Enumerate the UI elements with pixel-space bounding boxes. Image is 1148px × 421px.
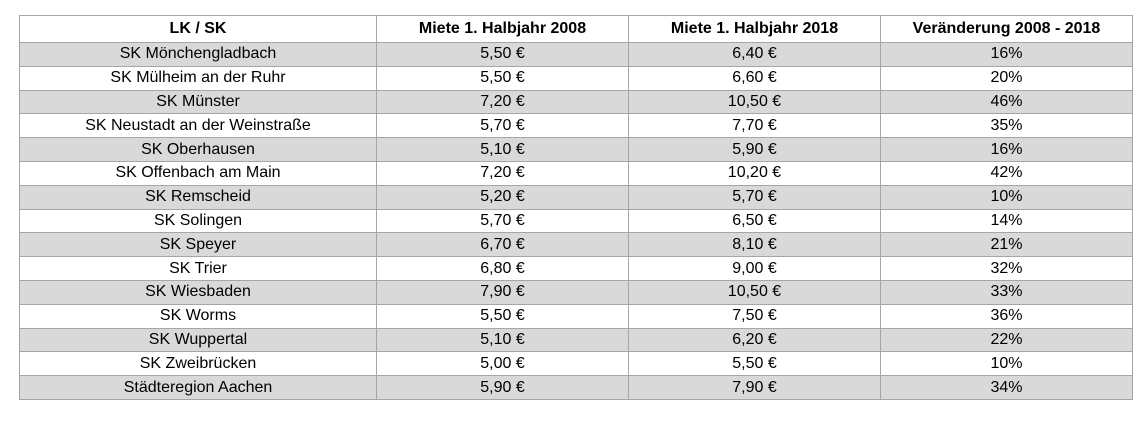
table-row bbox=[20, 138, 1133, 162]
rent-2018-cell: 6,60 € bbox=[629, 66, 881, 90]
rent-2018-cell: 7,70 € bbox=[629, 114, 881, 138]
rent-2008-cell: 5,50 € bbox=[377, 43, 629, 67]
header-row bbox=[20, 16, 1133, 43]
table-row bbox=[20, 66, 1133, 90]
rent-2018-cell: 5,50 € bbox=[629, 352, 881, 376]
city-cell: SK Speyer bbox=[20, 233, 377, 257]
rent-2008-cell: 7,20 € bbox=[377, 90, 629, 114]
city-cell: Städteregion Aachen bbox=[20, 376, 377, 400]
change-cell: 16% bbox=[881, 138, 1133, 162]
rent-table-container bbox=[19, 15, 1133, 400]
table-row bbox=[20, 352, 1133, 376]
table-row bbox=[20, 233, 1133, 257]
rent-2008-cell: 6,70 € bbox=[377, 233, 629, 257]
city-cell: SK Wuppertal bbox=[20, 328, 377, 352]
table-row bbox=[20, 328, 1133, 352]
table-body bbox=[20, 43, 1133, 400]
rent-2018-cell: 10,50 € bbox=[629, 280, 881, 304]
rent-2008-cell: 5,50 € bbox=[377, 66, 629, 90]
city-cell: SK Wiesbaden bbox=[20, 280, 377, 304]
change-cell: 32% bbox=[881, 257, 1133, 281]
change-cell: 46% bbox=[881, 90, 1133, 114]
table-row bbox=[20, 209, 1133, 233]
table-row bbox=[20, 43, 1133, 67]
rent-2008-cell: 5,70 € bbox=[377, 114, 629, 138]
city-cell: SK Mülheim an der Ruhr bbox=[20, 66, 377, 90]
rent-2008-cell: 6,80 € bbox=[377, 257, 629, 281]
change-cell: 20% bbox=[881, 66, 1133, 90]
change-cell: 10% bbox=[881, 185, 1133, 209]
header-rent-2008: Miete 1. Halbjahr 2008 bbox=[377, 16, 629, 43]
table-row bbox=[20, 90, 1133, 114]
city-cell: SK Neustadt an der Weinstraße bbox=[20, 114, 377, 138]
city-cell: SK Mönchengladbach bbox=[20, 43, 377, 67]
rent-2008-cell: 5,00 € bbox=[377, 352, 629, 376]
rent-2008-cell: 5,10 € bbox=[377, 328, 629, 352]
rent-2018-cell: 5,90 € bbox=[629, 138, 881, 162]
rent-2018-cell: 10,50 € bbox=[629, 90, 881, 114]
rent-table bbox=[19, 15, 1133, 400]
change-cell: 14% bbox=[881, 209, 1133, 233]
city-cell: SK Münster bbox=[20, 90, 377, 114]
change-cell: 33% bbox=[881, 280, 1133, 304]
rent-2018-cell: 10,20 € bbox=[629, 161, 881, 185]
rent-2008-cell: 5,70 € bbox=[377, 209, 629, 233]
table-row bbox=[20, 376, 1133, 400]
table-row bbox=[20, 114, 1133, 138]
change-cell: 36% bbox=[881, 304, 1133, 328]
rent-2018-cell: 7,50 € bbox=[629, 304, 881, 328]
table-header bbox=[20, 16, 1133, 43]
city-cell: SK Remscheid bbox=[20, 185, 377, 209]
change-cell: 16% bbox=[881, 43, 1133, 67]
city-cell: SK Offenbach am Main bbox=[20, 161, 377, 185]
rent-2018-cell: 6,20 € bbox=[629, 328, 881, 352]
change-cell: 35% bbox=[881, 114, 1133, 138]
change-cell: 34% bbox=[881, 376, 1133, 400]
rent-2008-cell: 5,50 € bbox=[377, 304, 629, 328]
table-row bbox=[20, 185, 1133, 209]
rent-2018-cell: 6,50 € bbox=[629, 209, 881, 233]
change-cell: 10% bbox=[881, 352, 1133, 376]
city-cell: SK Oberhausen bbox=[20, 138, 377, 162]
header-rent-2018: Miete 1. Halbjahr 2018 bbox=[629, 16, 881, 43]
rent-2008-cell: 7,20 € bbox=[377, 161, 629, 185]
rent-2018-cell: 7,90 € bbox=[629, 376, 881, 400]
table-row bbox=[20, 280, 1133, 304]
change-cell: 42% bbox=[881, 161, 1133, 185]
header-change: Veränderung 2008 - 2018 bbox=[881, 16, 1133, 43]
rent-2008-cell: 5,90 € bbox=[377, 376, 629, 400]
rent-2008-cell: 5,20 € bbox=[377, 185, 629, 209]
table-row bbox=[20, 161, 1133, 185]
city-cell: SK Zweibrücken bbox=[20, 352, 377, 376]
change-cell: 21% bbox=[881, 233, 1133, 257]
table-row bbox=[20, 257, 1133, 281]
change-cell: 22% bbox=[881, 328, 1133, 352]
header-city: LK / SK bbox=[20, 16, 377, 43]
rent-2018-cell: 9,00 € bbox=[629, 257, 881, 281]
table-row bbox=[20, 304, 1133, 328]
rent-2008-cell: 5,10 € bbox=[377, 138, 629, 162]
city-cell: SK Trier bbox=[20, 257, 377, 281]
rent-2018-cell: 5,70 € bbox=[629, 185, 881, 209]
rent-2008-cell: 7,90 € bbox=[377, 280, 629, 304]
rent-2018-cell: 8,10 € bbox=[629, 233, 881, 257]
rent-2018-cell: 6,40 € bbox=[629, 43, 881, 67]
city-cell: SK Solingen bbox=[20, 209, 377, 233]
city-cell: SK Worms bbox=[20, 304, 377, 328]
